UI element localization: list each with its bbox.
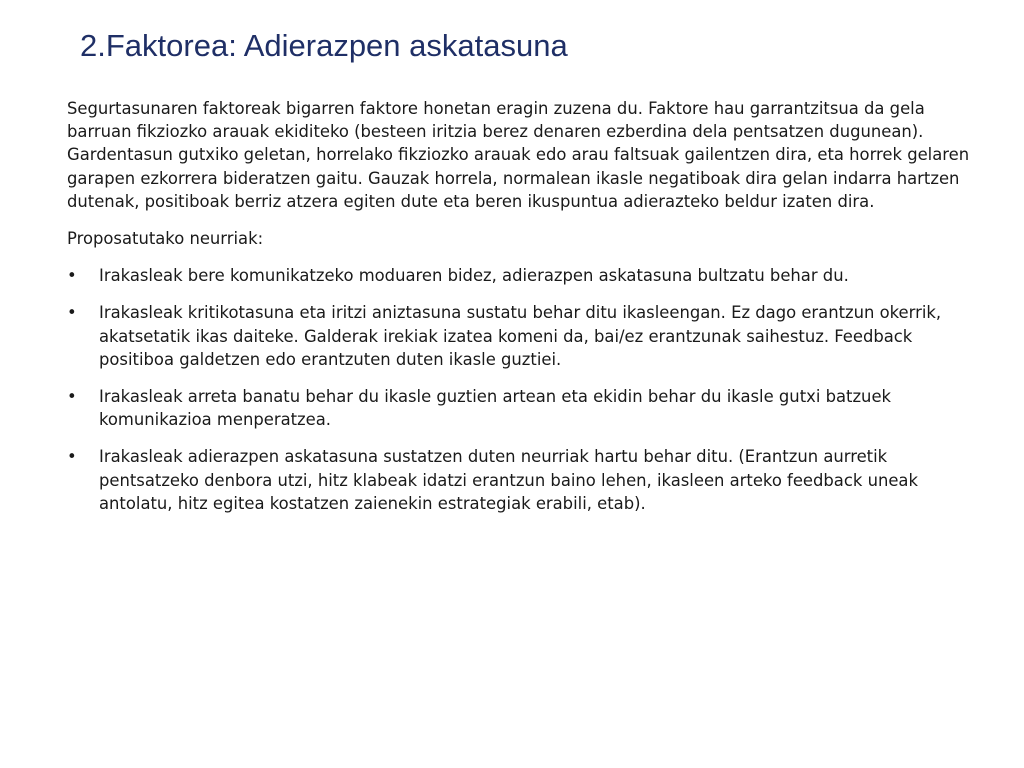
bullet-icon: • (67, 447, 77, 467)
list-item (67, 385, 987, 431)
slide-body (67, 97, 987, 529)
bullet-icon: • (67, 266, 77, 286)
list-item (67, 301, 987, 371)
intro-paragraph: Segurtasunaren faktoreak bigarren faktore honetan eragin zuzena du. Faktore hau garrantzitsua da gela barruan fikziozko arauak ekiditeko (besteen iritzia berez denaren ezberdina dela pentsatzen dugunean). Gardentasun gutxiko geletan, horrelako fikziozko arauak edo arau faltsuak gailentzen dira, eta horrek gelaren garapen ezkorrera bideratzen gaitu. Gauzak horrela, normalean ikasle negatiboak dira gelan indarra hartzen dutenak, positiboak berriz atzera egiten dute eta beren ikuspuntua adierazteko beldur izaten dira. (67, 99, 970, 211)
bullet-icon: • (67, 387, 77, 407)
list-item-text: Irakasleak bere komunikatzeko moduaren bidez, adierazpen askatasuna bultzatu behar du. (99, 266, 849, 286)
slide-title: 2.Faktorea: Adierazpen askatasuna (80, 28, 568, 63)
list-item (67, 264, 987, 287)
list-item-text: Irakasleak arreta banatu behar du ikasle guztien artean eta ekidin behar du ikasle gutxi batzuek komunikazioa menperatzea. (99, 387, 892, 430)
proposals-label: Proposatutako neurriak: (67, 229, 264, 249)
list-item-text: Irakasleak adierazpen askatasuna sustatzen duten neurriak hartu behar ditu. (Erantzun aurretik pentsatzeko denbora utzi, hitz klabeak idatzi erantzun baino lehen, ikasleen arteko feedback uneak antolatu, hitz egitea kostatzen zaienekin estrategiak erabili, etab). (99, 447, 918, 513)
list-item (67, 445, 987, 515)
list-item-text: Irakasleak kritikotasuna eta iritzi aniztasuna sustatu behar ditu ikasleengan. Ez dago erantzun okerrik, akatsetatik ikas daiteke. Galderak irekiak izatea komeni da, bai/ez erantzunak saihestuz. Feedback positiboa galdetzen edo erantzuten duten ikasle guztiei. (99, 303, 942, 369)
proposals-list (67, 264, 987, 515)
bullet-icon: • (67, 303, 77, 323)
